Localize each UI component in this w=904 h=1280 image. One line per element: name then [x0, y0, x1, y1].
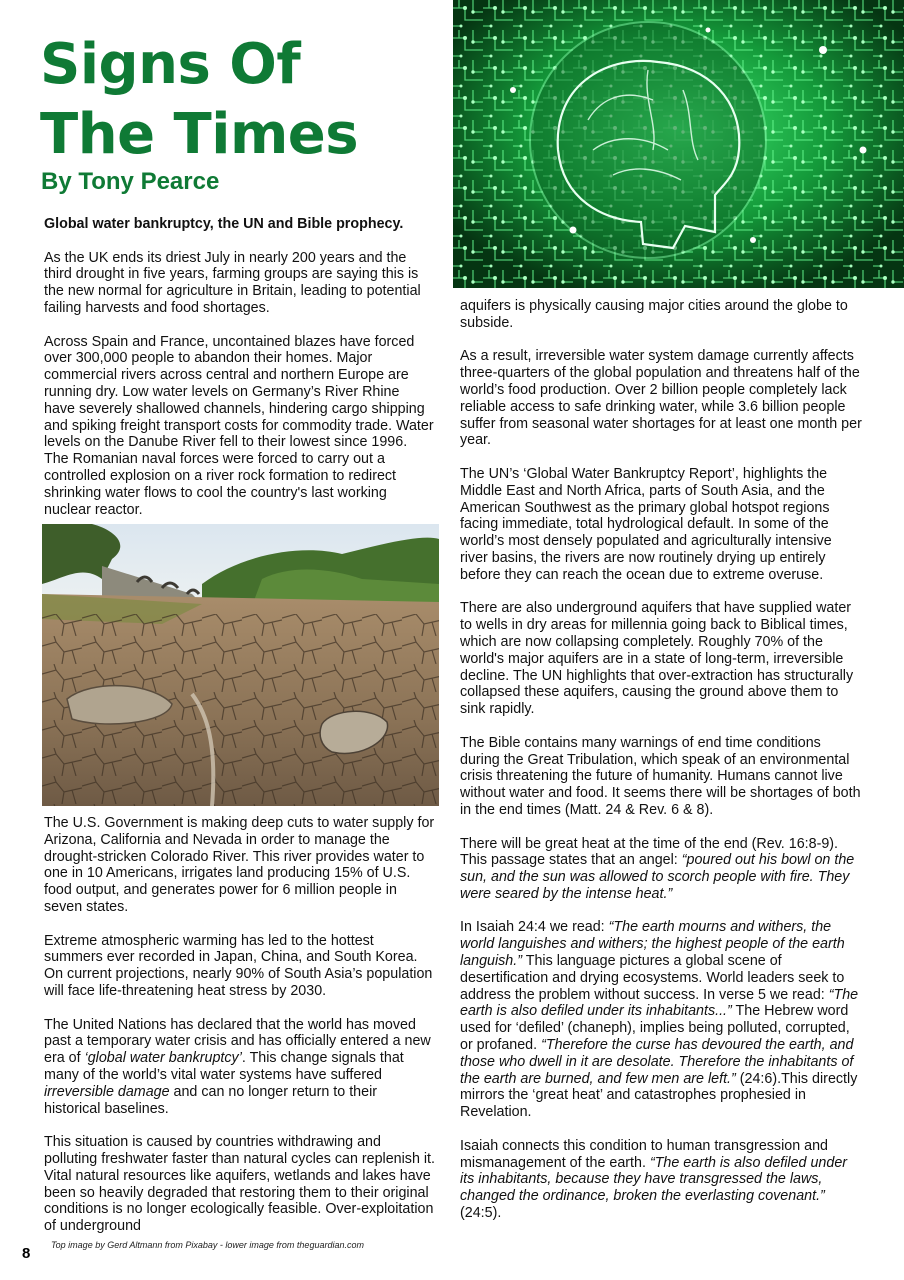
paragraph	[460, 836, 862, 903]
text-run: This language pictures a global scene of desertification and drying ecosystems. World leaders seek to address the problem without success. In verse 5 we read:	[460, 953, 845, 1003]
emphasis: “Therefore the curse has devoured the earth, and those who dwell in it are desolate. Therefore the inhabitants of the earth are burned, and few men are left.”	[460, 1037, 854, 1087]
emphasis: “The earth is also defiled under its inhabitants...”	[460, 986, 859, 1020]
text-run: In Isaiah 24:4 we read:	[460, 919, 609, 936]
paragraph: There are also underground aquifers that have supplied water to wells in dry areas for millennia going back to Biblical times, which are now collapsing completely. Roughly 70% of the world's major aquifers are in a state of long-term, irreversible decline. The UN highlights that over-extraction has structurally collapsed these aquifers, causing the ground above them to sink rapidly.	[460, 600, 854, 718]
paragraph: Across Spain and France, uncontained blazes have forced over 300,000 people to abandon their homes. Major commercial rivers across central and northern Europe are running dry. Low water levels on Germany’s River Rhine have severely shallowed channels, hindering cargo shipping and spiking freight transport costs for commodity trade. Water levels on the Danube River fell to their lowest since 1996. The Romanian naval forces were forced to carry out a controlled explosion on a river rock formation to redirect shrinking water flows to cool the country's last working nuclear reactor.	[44, 333, 434, 518]
image-credit: Top image by Gerd Altmann from Pixabay - lower image from theguardian.com	[51, 1240, 364, 1250]
text-run: There will be great heat at the time of the end (Rev. 16:8-9). This passage states that an angel:	[460, 835, 839, 869]
paragraph: This situation is caused by countries withdrawing and polluting freshwater faster than natural cycles can replenish it. Vital natural resources like aquifers, wetlands and lakes have been so heavily degraded that restoring them to their original conditions is no longer ecologically feasible. Over-exploitation of underground	[44, 1134, 435, 1235]
emphasis: irreversible damage	[44, 1083, 170, 1100]
paragraph: The Bible contains many warnings of end time conditions during the Great Tribulation, which speak of an environmental crisis threatening the future of humanity. Humans cannot live without water and food. It seems there will be shortages of both in the end times (Matt. 24 & Rev. 6 & 8).	[460, 734, 861, 818]
article-lead: Global water bankruptcy, the UN and Bible prophecy.	[44, 216, 404, 232]
paragraph: Extreme atmospheric warming has led to the hottest summers ever recorded in Japan, China, and South Korea. On current projections, nearly 90% of South Asia’s population will face life-threatening heat stress by 2030.	[44, 932, 433, 999]
byline: By Tony Pearce	[41, 168, 220, 195]
paragraph	[460, 919, 862, 1121]
paragraph: As a result, irreversible water system damage currently affects three-quarters of the global population and threatens half of the world’s food production. Over 2 billion people completely lack reliable access to safe drinking water, while 3.6 billion people suffer from seasonal water shortages for at least one month per year.	[460, 348, 862, 449]
article-column-2	[460, 298, 862, 1222]
text-run: and can no longer return to their historical baselines.	[44, 1083, 378, 1117]
emphasis: “The earth is also defiled under its inhabitants, because they have transgressed the laws, changed the ordinance, broken the everlasting covenant.”	[460, 1154, 848, 1205]
emphasis: ‘global water bankruptcy’	[84, 1050, 242, 1067]
page-number: 8	[22, 1245, 31, 1262]
title-line-2: The Times	[40, 102, 359, 167]
text-run: Isaiah connects this condition to human transgression and mismanagement of the earth.	[460, 1137, 828, 1171]
paragraph: aquifers is physically causing major cities around the globe to subside.	[460, 298, 848, 331]
text-run: (24:6).This directly mirrors the ‘great heat’ and catastrophes prophesied in Revelation.	[460, 1070, 858, 1121]
emphasis: “The earth mourns and withers, the world languishes and withers; the highest people of the earth languish.”	[460, 919, 845, 970]
article-column-1-top	[44, 216, 434, 518]
text-run: The Hebrew word used for ‘defiled’ (chaneph), implies being polluted, corrupted, or profaned.	[460, 1003, 850, 1054]
text-run: The United Nations has declared that the world has moved past a temporary water crisis and has officially entered a new era of	[44, 1016, 431, 1067]
text-run: (24:5).	[460, 1205, 502, 1222]
article-column-1-bottom	[44, 815, 436, 1235]
circuit-brain-image	[453, 0, 904, 288]
paragraph: As the UK ends its driest July in nearly 200 years and the third drought in five years, farming groups are saying this is the new normal for agriculture in Britain, leading to potential failing harvests and food shortages.	[44, 249, 421, 316]
paragraph	[44, 1017, 436, 1118]
article-title	[40, 30, 358, 170]
paragraph: The UN’s ‘Global Water Bankruptcy Report’, highlights the Middle East and North Africa, parts of South Asia, and the American Southwest as the primary global hotspot regions facing immediate, total hydrological default. In some of the world’s most densely populated and agriculturally intensive river basins, the rivers are now routinely drying up entirely before they can reach the ocean due to extreme overuse.	[460, 465, 832, 583]
emphasis: “poured out his bowl on the sun, and the sun was allowed to scorch people with fire. They were seared by the intense heat.”	[460, 852, 855, 902]
paragraph: The U.S. Government is making deep cuts to water supply for Arizona, California and Nevada in order to manage the drought-stricken Colorado River. This river provides water to one in 10 Americans, irrigates land producing 15% of U.S. food output, and generates power for 6 million people in seven states.	[44, 815, 435, 915]
title-line-1: Signs Of	[40, 32, 301, 97]
paragraph	[460, 1138, 862, 1222]
dried-riverbed-image	[42, 524, 439, 806]
text-run: . This change signals that many of the world’s vital water systems have suffered	[44, 1050, 404, 1083]
